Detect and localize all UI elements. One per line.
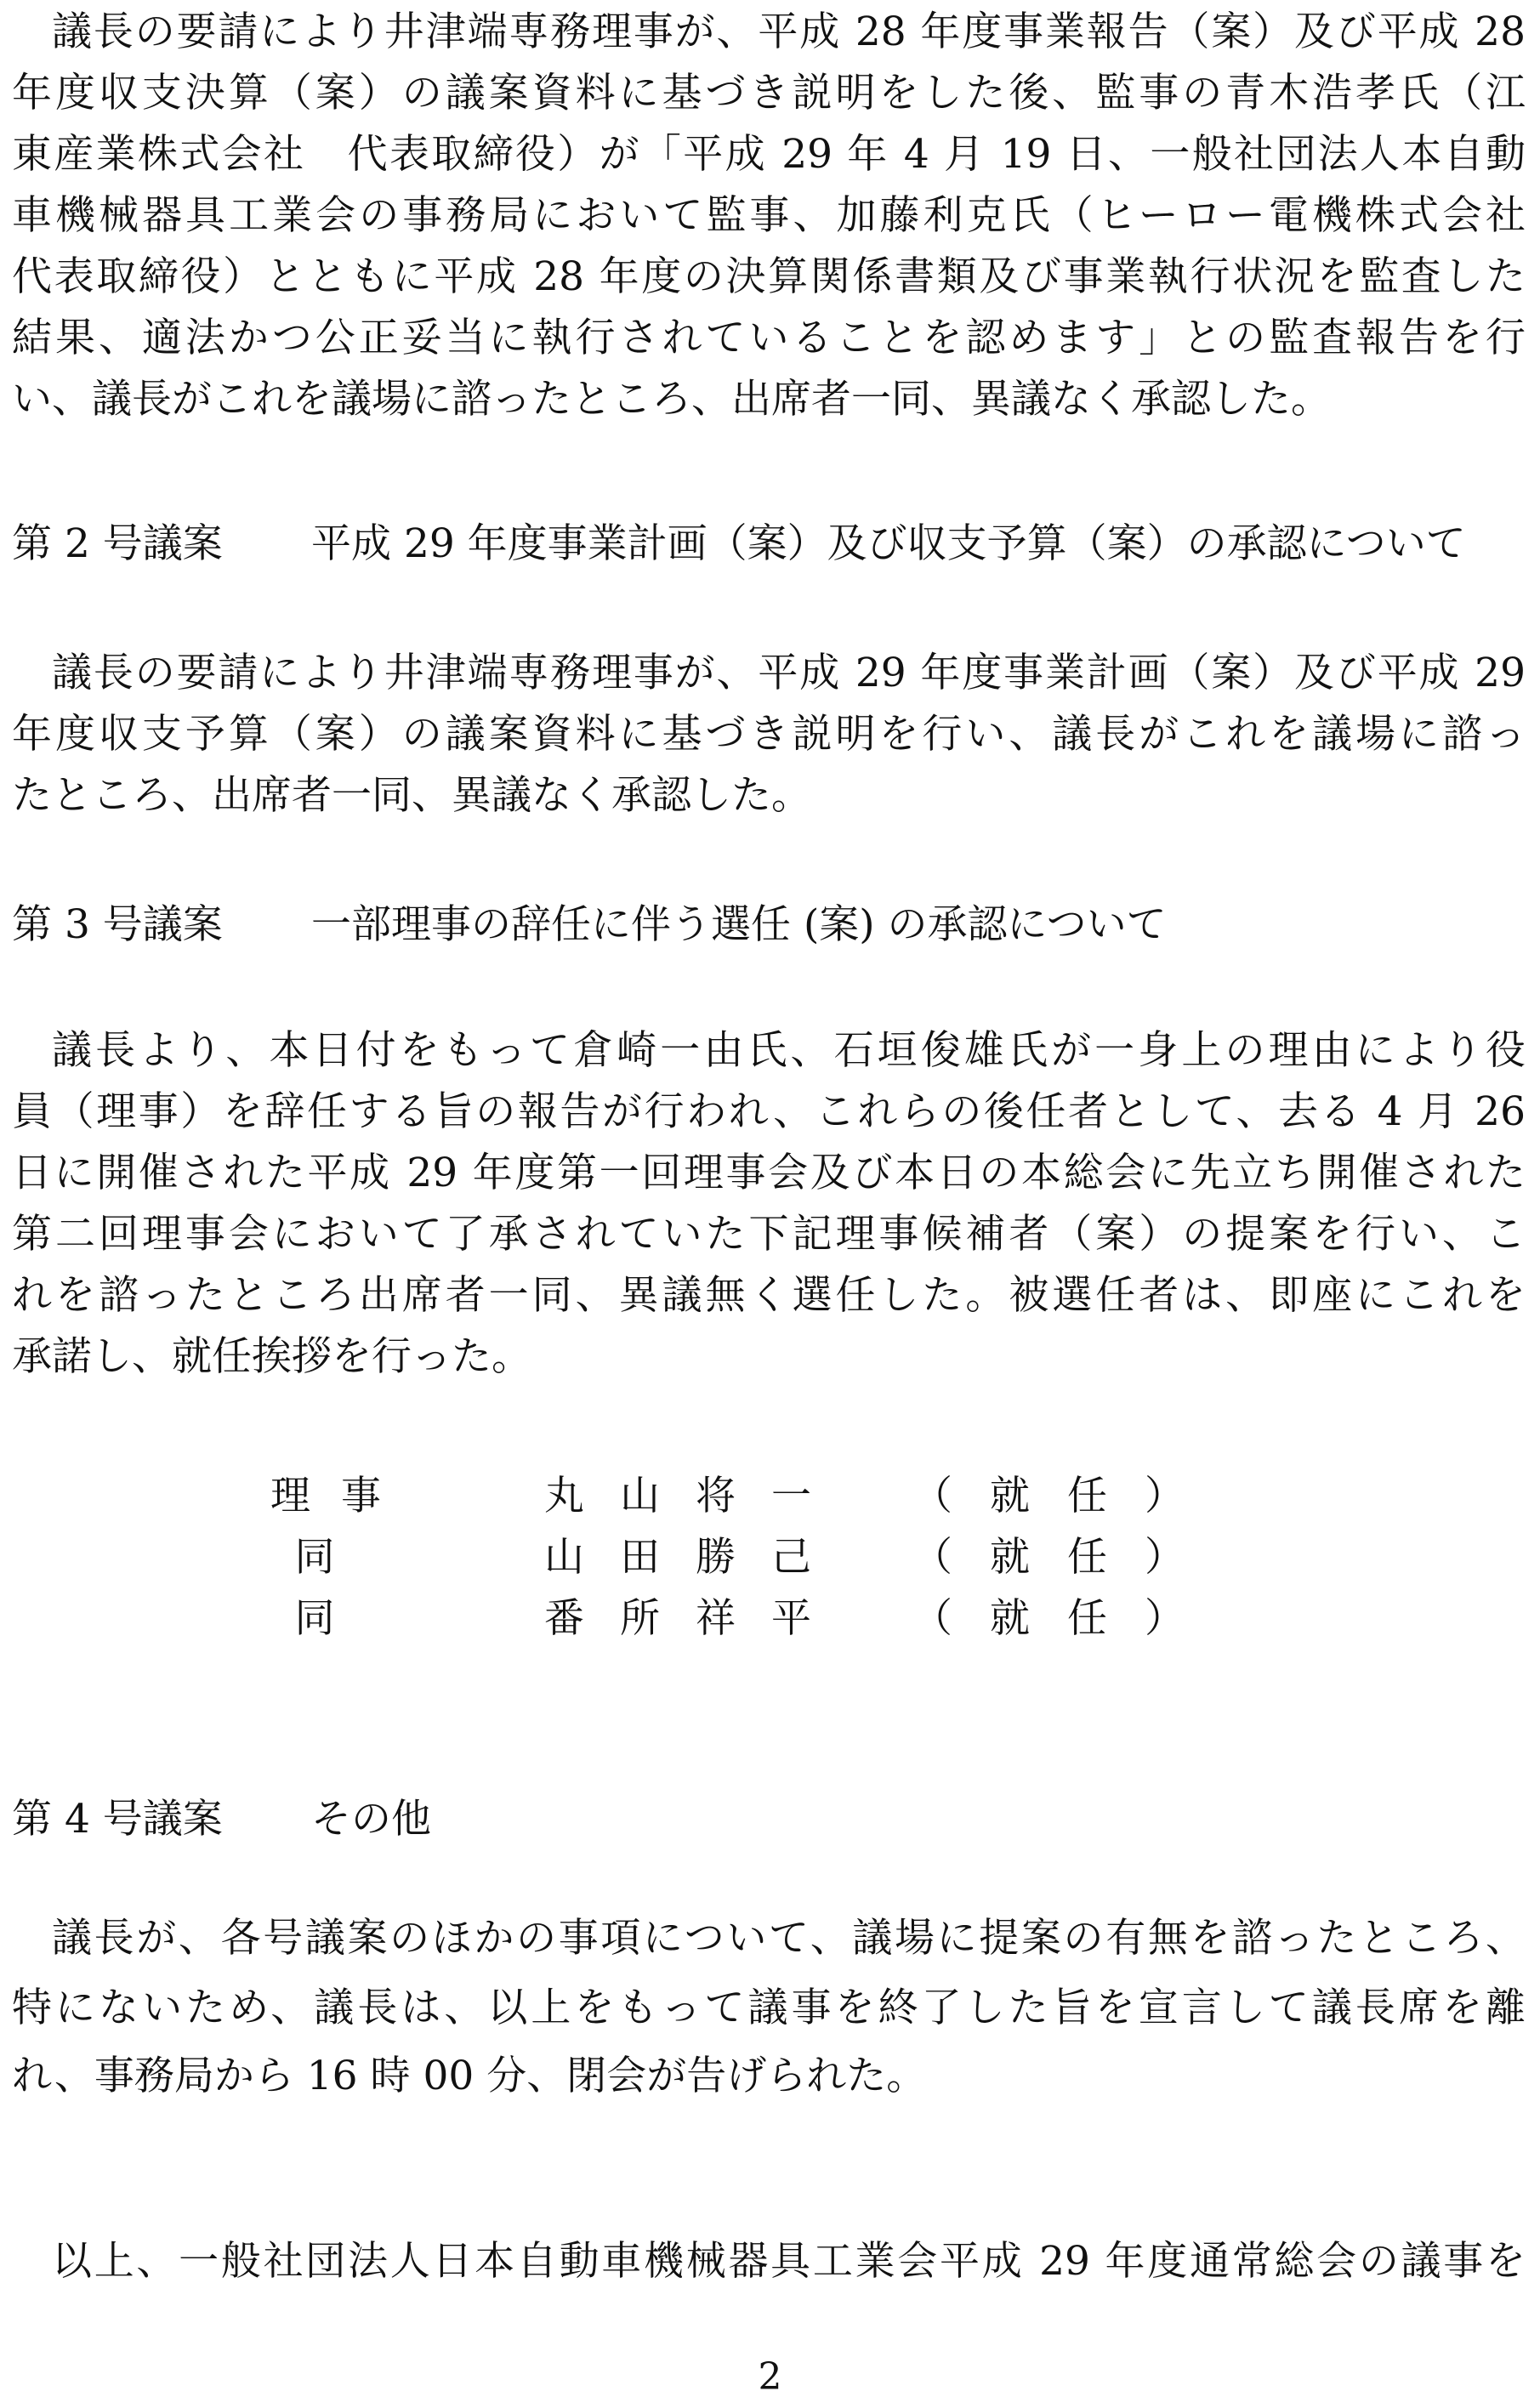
- roster-role: 理事: [270, 1473, 412, 1519]
- agenda-item-2-heading: [12, 519, 1466, 570]
- agenda-item-3-heading: [12, 900, 1167, 951]
- roster-role: 同: [294, 1595, 366, 1642]
- paragraph-line: 議長が、各号議案のほかの事項について、議場に提案の有無を諮ったところ、: [52, 1915, 1526, 1962]
- paragraph-line: 代表取締役）とともに平成 28 年度の決算関係書類及び事業執行状況を監査した: [12, 253, 1526, 300]
- paragraph-line: 議長より、本日付をもって倉崎一由氏、石垣俊雄氏が一身上の理由により役: [52, 1027, 1526, 1074]
- page-number: 2: [758, 2355, 782, 2399]
- paragraph-line: 年度収支決算（案）の議案資料に基づき説明をした後、監事の青木浩孝氏（江: [12, 70, 1526, 116]
- roster-name: 番所祥平: [544, 1595, 847, 1642]
- paragraph-line: 承諾し、就任挨拶を行った。: [12, 1333, 531, 1380]
- paragraph-line: 議長の要請により井津端専務理事が、平成 28 年度事業報告（案）及び平成 28: [52, 9, 1526, 55]
- roster-row: [270, 1471, 1222, 1522]
- roster-status: （就任）: [912, 1473, 1222, 1519]
- paragraph-line: れを諮ったところ出席者一同、異議無く選任した。被選任者は、即座にこれを: [12, 1272, 1526, 1319]
- agenda-item-number: 第 3 号議案: [12, 901, 223, 948]
- roster-name: 丸山将一: [544, 1473, 847, 1519]
- agenda-item-number: 第 4 号議案: [12, 1796, 223, 1843]
- agenda-item-title: その他: [311, 1796, 431, 1843]
- paragraph-line: 議長の要請により井津端専務理事が、平成 29 年度事業計画（案）及び平成 29: [52, 650, 1526, 696]
- roster-role: 同: [294, 1534, 366, 1581]
- paragraph-line: れ、事務局から 16 時 00 分、閉会が告げられた。: [12, 2053, 927, 2099]
- agenda-item-title: 平成 29 年度事業計画（案）及び収支予算（案）の承認について: [311, 520, 1466, 567]
- roster-status: （就任）: [912, 1595, 1222, 1642]
- paragraph-line: 結果、適法かつ公正妥当に執行されていることを認めます」との監査報告を行: [12, 315, 1526, 361]
- agenda-item-title: 一部理事の辞任に伴う選任 (案) の承認について: [311, 901, 1167, 948]
- agenda-item-4-heading: [12, 1794, 431, 1845]
- paragraph-line: 車機械器具工業会の事務局において監事、加藤利克氏（ヒーロー電機株式会社: [12, 192, 1526, 239]
- paragraph-line: 年度収支予算（案）の議案資料に基づき説明を行い、議長がこれを議場に諮っ: [12, 711, 1526, 758]
- paragraph-line: 員（理事）を辞任する旨の報告が行われ、これらの後任者として、去る 4 月 26: [12, 1088, 1526, 1135]
- roster-status: （就任）: [912, 1534, 1222, 1581]
- roster-row: [270, 1532, 1222, 1583]
- roster-row: [270, 1593, 1222, 1644]
- paragraph-line: たところ、出席者一同、異議なく承認した。: [12, 772, 811, 819]
- roster-name: 山田勝己: [544, 1534, 847, 1581]
- paragraph-line: 特にないため、議長は、以上をもって議事を終了した旨を宣言して議長席を離: [12, 1985, 1526, 2031]
- paragraph-line: 東産業株式会社 代表取締役）が「平成 29 年 4 月 19 日、一般社団法人本自動: [12, 131, 1526, 178]
- agenda-item-number: 第 2 号議案: [12, 520, 223, 567]
- closing-line: 以上、一般社団法人日本自動車機械器具工業会平成 29 年度通常総会の議事を: [52, 2238, 1526, 2285]
- paragraph-line: 日に開催された平成 29 年度第一回理事会及び本日の本総会に先立ち開催された: [12, 1150, 1526, 1196]
- paragraph-line: 第二回理事会において了承されていた下記理事候補者（案）の提案を行い、こ: [12, 1211, 1526, 1258]
- paragraph-line: い、議長がこれを議場に諮ったところ、出席者一同、異議なく承認した。: [12, 376, 1331, 423]
